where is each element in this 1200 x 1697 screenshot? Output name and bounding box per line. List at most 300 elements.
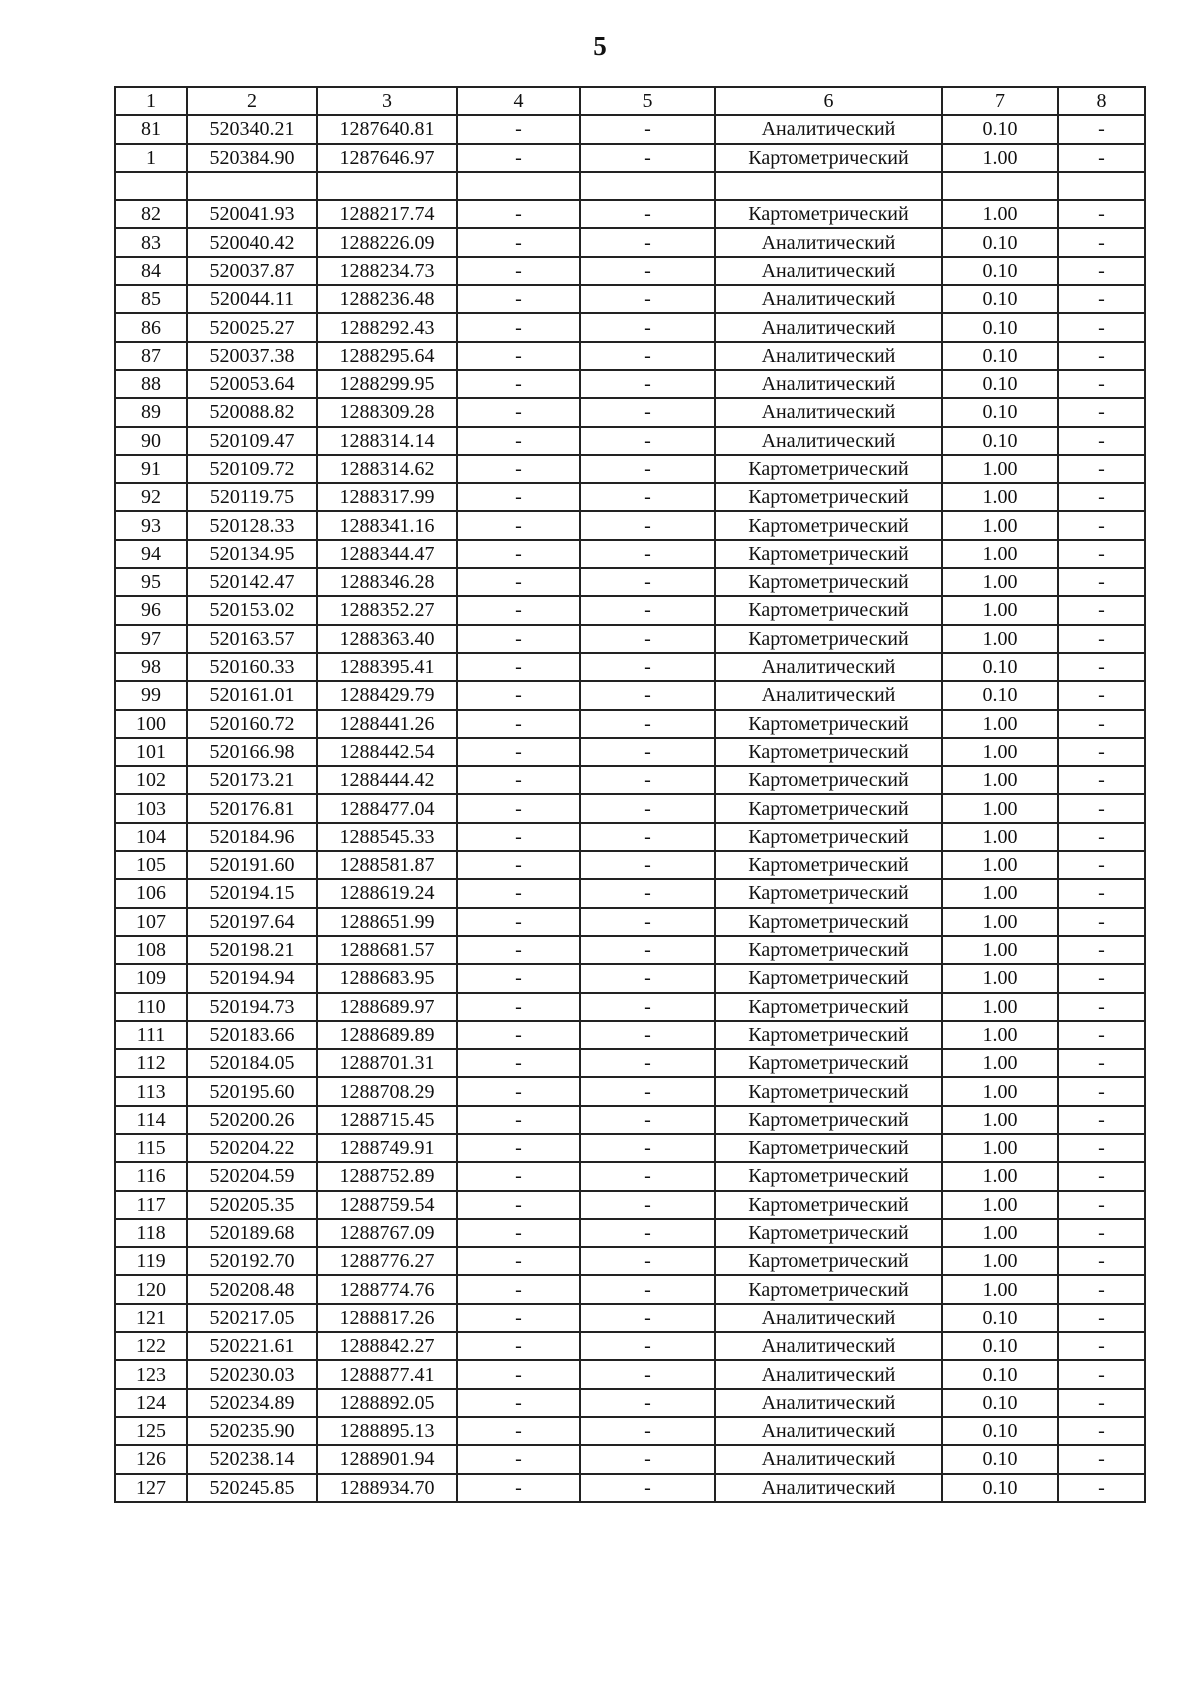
column-4-cell: - bbox=[457, 455, 580, 483]
table-row bbox=[115, 1106, 1145, 1134]
column-5-cell: - bbox=[580, 908, 715, 936]
column-4-cell: - bbox=[457, 1474, 580, 1502]
method-cell: Картометрический bbox=[715, 851, 942, 879]
x-coordinate-cell: 520044.11 bbox=[187, 285, 317, 313]
column-4-cell: - bbox=[457, 398, 580, 426]
column-5-cell: - bbox=[580, 1275, 715, 1303]
column-5-cell: - bbox=[580, 993, 715, 1021]
point-number-cell: 117 bbox=[115, 1191, 187, 1219]
table-row bbox=[115, 1191, 1145, 1219]
column-5-cell: - bbox=[580, 455, 715, 483]
table-row bbox=[115, 738, 1145, 766]
column-4-cell: - bbox=[457, 1417, 580, 1445]
x-coordinate-cell: 520173.21 bbox=[187, 766, 317, 794]
point-number-cell: 127 bbox=[115, 1474, 187, 1502]
point-number-cell: 119 bbox=[115, 1247, 187, 1275]
method-cell: Аналитический bbox=[715, 370, 942, 398]
accuracy-cell: 0.10 bbox=[942, 1474, 1058, 1502]
table-row bbox=[115, 964, 1145, 992]
accuracy-cell: 0.10 bbox=[942, 313, 1058, 341]
column-5-cell: - bbox=[580, 427, 715, 455]
column-4-cell: - bbox=[457, 936, 580, 964]
point-number-cell: 123 bbox=[115, 1360, 187, 1388]
column-4-cell: - bbox=[457, 1219, 580, 1247]
x-coordinate-cell: 520238.14 bbox=[187, 1445, 317, 1473]
method-cell: Картометрический bbox=[715, 596, 942, 624]
accuracy-cell: 1.00 bbox=[942, 1049, 1058, 1077]
y-coordinate-cell: 1288681.57 bbox=[317, 936, 457, 964]
table-row bbox=[115, 511, 1145, 539]
table-row bbox=[115, 993, 1145, 1021]
table-row bbox=[115, 1077, 1145, 1105]
x-coordinate-cell: 520197.64 bbox=[187, 908, 317, 936]
accuracy-cell: 1.00 bbox=[942, 511, 1058, 539]
column-8-cell: - bbox=[1058, 1445, 1145, 1473]
y-coordinate-cell: 1288752.89 bbox=[317, 1162, 457, 1190]
accuracy-cell: 1.00 bbox=[942, 596, 1058, 624]
table-row bbox=[115, 398, 1145, 426]
x-coordinate-cell: 520245.85 bbox=[187, 1474, 317, 1502]
point-number-cell: 88 bbox=[115, 370, 187, 398]
y-coordinate-cell: 1288299.95 bbox=[317, 370, 457, 398]
y-coordinate-cell: 1288234.73 bbox=[317, 257, 457, 285]
column-4-cell: - bbox=[457, 200, 580, 228]
x-coordinate-cell: 520184.96 bbox=[187, 823, 317, 851]
method-cell bbox=[715, 172, 942, 200]
table-row bbox=[115, 1360, 1145, 1388]
column-8-cell: - bbox=[1058, 540, 1145, 568]
column-5-cell: - bbox=[580, 1049, 715, 1077]
column-5-cell: - bbox=[580, 1219, 715, 1247]
accuracy-cell: 0.10 bbox=[942, 370, 1058, 398]
table-row bbox=[115, 1219, 1145, 1247]
y-coordinate-cell: 1288901.94 bbox=[317, 1445, 457, 1473]
column-4-cell: - bbox=[457, 710, 580, 738]
table-row bbox=[115, 879, 1145, 907]
accuracy-cell: 1.00 bbox=[942, 738, 1058, 766]
column-8-cell: - bbox=[1058, 200, 1145, 228]
column-5-cell: - bbox=[580, 823, 715, 851]
point-number-cell: 81 bbox=[115, 115, 187, 143]
method-cell: Картометрический bbox=[715, 144, 942, 172]
table-header bbox=[115, 87, 1145, 115]
method-cell: Картометрический bbox=[715, 625, 942, 653]
accuracy-cell: 0.10 bbox=[942, 1389, 1058, 1417]
accuracy-cell: 1.00 bbox=[942, 1191, 1058, 1219]
accuracy-cell: 0.10 bbox=[942, 1332, 1058, 1360]
column-5-cell: - bbox=[580, 1360, 715, 1388]
method-cell: Картометрический bbox=[715, 993, 942, 1021]
column-8-cell: - bbox=[1058, 1247, 1145, 1275]
x-coordinate-cell: 520119.75 bbox=[187, 483, 317, 511]
column-header-1: 1 bbox=[115, 87, 187, 115]
method-cell: Картометрический bbox=[715, 766, 942, 794]
column-8-cell: - bbox=[1058, 1106, 1145, 1134]
method-cell: Картометрический bbox=[715, 936, 942, 964]
column-8-cell: - bbox=[1058, 1162, 1145, 1190]
column-4-cell: - bbox=[457, 596, 580, 624]
accuracy-cell: 0.10 bbox=[942, 1445, 1058, 1473]
table-row bbox=[115, 851, 1145, 879]
page-number: 5 bbox=[593, 31, 607, 61]
y-coordinate-cell: 1288344.47 bbox=[317, 540, 457, 568]
column-4-cell: - bbox=[457, 766, 580, 794]
column-5-cell: - bbox=[580, 398, 715, 426]
accuracy-cell: 1.00 bbox=[942, 625, 1058, 653]
column-8-cell: - bbox=[1058, 681, 1145, 709]
table-row bbox=[115, 766, 1145, 794]
column-8-cell: - bbox=[1058, 228, 1145, 256]
y-coordinate-cell: 1288217.74 bbox=[317, 200, 457, 228]
column-4-cell: - bbox=[457, 993, 580, 1021]
table-row bbox=[115, 568, 1145, 596]
table-row bbox=[115, 1389, 1145, 1417]
column-5-cell: - bbox=[580, 653, 715, 681]
table-row bbox=[115, 823, 1145, 851]
column-header-3: 3 bbox=[317, 87, 457, 115]
column-4-cell: - bbox=[457, 1332, 580, 1360]
point-number-cell: 97 bbox=[115, 625, 187, 653]
column-5-cell: - bbox=[580, 596, 715, 624]
table-row bbox=[115, 710, 1145, 738]
column-8-cell: - bbox=[1058, 851, 1145, 879]
column-8-cell: - bbox=[1058, 1191, 1145, 1219]
column-4-cell: - bbox=[457, 879, 580, 907]
x-coordinate-cell: 520166.98 bbox=[187, 738, 317, 766]
column-5-cell: - bbox=[580, 1445, 715, 1473]
column-5-cell: - bbox=[580, 285, 715, 313]
y-coordinate-cell: 1288817.26 bbox=[317, 1304, 457, 1332]
accuracy-cell: 1.00 bbox=[942, 710, 1058, 738]
method-cell: Картометрический bbox=[715, 710, 942, 738]
accuracy-cell: 0.10 bbox=[942, 1304, 1058, 1332]
table-row bbox=[115, 455, 1145, 483]
x-coordinate-cell: 520195.60 bbox=[187, 1077, 317, 1105]
x-coordinate-cell: 520189.68 bbox=[187, 1219, 317, 1247]
table-body bbox=[115, 115, 1145, 1502]
point-number-cell: 93 bbox=[115, 511, 187, 539]
accuracy-cell: 0.10 bbox=[942, 1360, 1058, 1388]
y-coordinate-cell: 1287640.81 bbox=[317, 115, 457, 143]
method-cell: Картометрический bbox=[715, 568, 942, 596]
column-4-cell: - bbox=[457, 823, 580, 851]
column-8-cell: - bbox=[1058, 1360, 1145, 1388]
table-row bbox=[115, 1021, 1145, 1049]
table-row bbox=[115, 342, 1145, 370]
column-4-cell: - bbox=[457, 1162, 580, 1190]
method-cell: Аналитический bbox=[715, 257, 942, 285]
y-coordinate-cell: 1288314.62 bbox=[317, 455, 457, 483]
column-header-4: 4 bbox=[457, 87, 580, 115]
y-coordinate-cell: 1288689.89 bbox=[317, 1021, 457, 1049]
x-coordinate-cell: 520230.03 bbox=[187, 1360, 317, 1388]
method-cell: Картометрический bbox=[715, 1275, 942, 1303]
column-5-cell bbox=[580, 172, 715, 200]
method-cell: Картометрический bbox=[715, 794, 942, 822]
column-8-cell: - bbox=[1058, 908, 1145, 936]
column-5-cell: - bbox=[580, 144, 715, 172]
accuracy-cell: 1.00 bbox=[942, 1077, 1058, 1105]
point-number-cell: 87 bbox=[115, 342, 187, 370]
column-8-cell: - bbox=[1058, 1417, 1145, 1445]
method-cell: Аналитический bbox=[715, 1417, 942, 1445]
accuracy-cell: 1.00 bbox=[942, 200, 1058, 228]
x-coordinate-cell: 520128.33 bbox=[187, 511, 317, 539]
column-5-cell: - bbox=[580, 568, 715, 596]
method-cell: Аналитический bbox=[715, 1445, 942, 1473]
column-8-cell: - bbox=[1058, 1077, 1145, 1105]
column-8-cell: - bbox=[1058, 285, 1145, 313]
column-5-cell: - bbox=[580, 1304, 715, 1332]
column-5-cell: - bbox=[580, 257, 715, 285]
x-coordinate-cell: 520037.87 bbox=[187, 257, 317, 285]
x-coordinate-cell: 520161.01 bbox=[187, 681, 317, 709]
method-cell: Аналитический bbox=[715, 1389, 942, 1417]
point-number-cell: 90 bbox=[115, 427, 187, 455]
table-row bbox=[115, 794, 1145, 822]
column-4-cell: - bbox=[457, 1247, 580, 1275]
table-row bbox=[115, 653, 1145, 681]
x-coordinate-cell: 520191.60 bbox=[187, 851, 317, 879]
method-cell: Аналитический bbox=[715, 313, 942, 341]
table-row bbox=[115, 540, 1145, 568]
x-coordinate-cell: 520134.95 bbox=[187, 540, 317, 568]
y-coordinate-cell: 1288715.45 bbox=[317, 1106, 457, 1134]
column-8-cell: - bbox=[1058, 596, 1145, 624]
point-number-cell: 121 bbox=[115, 1304, 187, 1332]
column-8-cell: - bbox=[1058, 710, 1145, 738]
y-coordinate-cell: 1288429.79 bbox=[317, 681, 457, 709]
y-coordinate-cell: 1288651.99 bbox=[317, 908, 457, 936]
x-coordinate-cell: 520194.94 bbox=[187, 964, 317, 992]
column-4-cell: - bbox=[457, 1360, 580, 1388]
x-coordinate-cell: 520109.72 bbox=[187, 455, 317, 483]
x-coordinate-cell: 520037.38 bbox=[187, 342, 317, 370]
accuracy-cell: 1.00 bbox=[942, 964, 1058, 992]
table-row bbox=[115, 228, 1145, 256]
accuracy-cell: 1.00 bbox=[942, 1219, 1058, 1247]
column-5-cell: - bbox=[580, 511, 715, 539]
y-coordinate-cell: 1288759.54 bbox=[317, 1191, 457, 1219]
y-coordinate-cell: 1288295.64 bbox=[317, 342, 457, 370]
y-coordinate-cell: 1288842.27 bbox=[317, 1332, 457, 1360]
column-5-cell: - bbox=[580, 342, 715, 370]
column-5-cell: - bbox=[580, 1247, 715, 1275]
column-8-cell: - bbox=[1058, 568, 1145, 596]
column-4-cell: - bbox=[457, 144, 580, 172]
column-5-cell: - bbox=[580, 540, 715, 568]
method-cell: Картометрический bbox=[715, 1134, 942, 1162]
column-5-cell: - bbox=[580, 228, 715, 256]
point-number-cell: 96 bbox=[115, 596, 187, 624]
method-cell: Аналитический bbox=[715, 398, 942, 426]
table-row bbox=[115, 936, 1145, 964]
column-4-cell: - bbox=[457, 908, 580, 936]
table-row bbox=[115, 257, 1145, 285]
accuracy-cell: 1.00 bbox=[942, 1106, 1058, 1134]
point-number-cell: 120 bbox=[115, 1275, 187, 1303]
column-4-cell: - bbox=[457, 540, 580, 568]
method-cell: Аналитический bbox=[715, 115, 942, 143]
column-4-cell: - bbox=[457, 257, 580, 285]
column-5-cell: - bbox=[580, 1077, 715, 1105]
table-row bbox=[115, 1304, 1145, 1332]
point-number-cell: 98 bbox=[115, 653, 187, 681]
column-header-5: 5 bbox=[580, 87, 715, 115]
x-coordinate-cell: 520025.27 bbox=[187, 313, 317, 341]
table-row bbox=[115, 1474, 1145, 1502]
point-number-cell: 92 bbox=[115, 483, 187, 511]
x-coordinate-cell: 520198.21 bbox=[187, 936, 317, 964]
column-8-cell: - bbox=[1058, 1219, 1145, 1247]
table-row bbox=[115, 427, 1145, 455]
table-row bbox=[115, 370, 1145, 398]
point-number-cell: 116 bbox=[115, 1162, 187, 1190]
point-number-cell: 82 bbox=[115, 200, 187, 228]
column-5-cell: - bbox=[580, 1191, 715, 1219]
method-cell: Аналитический bbox=[715, 653, 942, 681]
accuracy-cell: 1.00 bbox=[942, 936, 1058, 964]
header-row bbox=[115, 87, 1145, 115]
point-number-cell bbox=[115, 172, 187, 200]
table-row bbox=[115, 1162, 1145, 1190]
x-coordinate-cell: 520109.47 bbox=[187, 427, 317, 455]
point-number-cell: 107 bbox=[115, 908, 187, 936]
y-coordinate-cell bbox=[317, 172, 457, 200]
point-number-cell: 125 bbox=[115, 1417, 187, 1445]
x-coordinate-cell: 520235.90 bbox=[187, 1417, 317, 1445]
y-coordinate-cell: 1288877.41 bbox=[317, 1360, 457, 1388]
column-5-cell: - bbox=[580, 964, 715, 992]
y-coordinate-cell: 1288292.43 bbox=[317, 313, 457, 341]
x-coordinate-cell: 520204.59 bbox=[187, 1162, 317, 1190]
column-8-cell: - bbox=[1058, 794, 1145, 822]
column-5-cell: - bbox=[580, 625, 715, 653]
x-coordinate-cell: 520234.89 bbox=[187, 1389, 317, 1417]
x-coordinate-cell: 520184.05 bbox=[187, 1049, 317, 1077]
method-cell: Картометрический bbox=[715, 1106, 942, 1134]
column-8-cell: - bbox=[1058, 766, 1145, 794]
column-5-cell: - bbox=[580, 851, 715, 879]
method-cell: Картометрический bbox=[715, 879, 942, 907]
column-5-cell: - bbox=[580, 370, 715, 398]
column-8-cell: - bbox=[1058, 823, 1145, 851]
y-coordinate-cell: 1288236.48 bbox=[317, 285, 457, 313]
accuracy-cell: 1.00 bbox=[942, 483, 1058, 511]
accuracy-cell: 1.00 bbox=[942, 144, 1058, 172]
column-4-cell: - bbox=[457, 483, 580, 511]
accuracy-cell: 0.10 bbox=[942, 681, 1058, 709]
table-row bbox=[115, 1049, 1145, 1077]
table-row bbox=[115, 1332, 1145, 1360]
column-4-cell: - bbox=[457, 1191, 580, 1219]
column-5-cell: - bbox=[580, 738, 715, 766]
accuracy-cell bbox=[942, 172, 1058, 200]
method-cell: Картометрический bbox=[715, 1191, 942, 1219]
point-number-cell: 103 bbox=[115, 794, 187, 822]
column-4-cell: - bbox=[457, 851, 580, 879]
column-5-cell: - bbox=[580, 313, 715, 341]
column-5-cell: - bbox=[580, 1389, 715, 1417]
table-row bbox=[115, 144, 1145, 172]
table-row bbox=[115, 115, 1145, 143]
column-8-cell: - bbox=[1058, 1049, 1145, 1077]
accuracy-cell: 1.00 bbox=[942, 1275, 1058, 1303]
column-8-cell: - bbox=[1058, 342, 1145, 370]
column-4-cell: - bbox=[457, 1445, 580, 1473]
y-coordinate-cell: 1288749.91 bbox=[317, 1134, 457, 1162]
column-4-cell: - bbox=[457, 1275, 580, 1303]
method-cell: Картометрический bbox=[715, 1219, 942, 1247]
column-8-cell: - bbox=[1058, 625, 1145, 653]
method-cell: Аналитический bbox=[715, 1332, 942, 1360]
method-cell: Картометрический bbox=[715, 1247, 942, 1275]
x-coordinate-cell: 520176.81 bbox=[187, 794, 317, 822]
accuracy-cell: 1.00 bbox=[942, 908, 1058, 936]
x-coordinate-cell: 520217.05 bbox=[187, 1304, 317, 1332]
point-number-cell: 85 bbox=[115, 285, 187, 313]
column-5-cell: - bbox=[580, 1162, 715, 1190]
point-number-cell: 115 bbox=[115, 1134, 187, 1162]
method-cell: Картометрический bbox=[715, 823, 942, 851]
accuracy-cell: 0.10 bbox=[942, 342, 1058, 370]
accuracy-cell: 1.00 bbox=[942, 540, 1058, 568]
method-cell: Аналитический bbox=[715, 285, 942, 313]
point-number-cell: 89 bbox=[115, 398, 187, 426]
column-5-cell: - bbox=[580, 1417, 715, 1445]
column-4-cell: - bbox=[457, 313, 580, 341]
x-coordinate-cell: 520384.90 bbox=[187, 144, 317, 172]
x-coordinate-cell: 520205.35 bbox=[187, 1191, 317, 1219]
column-4-cell: - bbox=[457, 342, 580, 370]
accuracy-cell: 0.10 bbox=[942, 285, 1058, 313]
column-4-cell: - bbox=[457, 511, 580, 539]
point-number-cell: 109 bbox=[115, 964, 187, 992]
point-number-cell: 102 bbox=[115, 766, 187, 794]
column-4-cell: - bbox=[457, 1389, 580, 1417]
point-number-cell: 101 bbox=[115, 738, 187, 766]
column-header-8: 8 bbox=[1058, 87, 1145, 115]
x-coordinate-cell: 520194.73 bbox=[187, 993, 317, 1021]
column-5-cell: - bbox=[580, 200, 715, 228]
column-5-cell: - bbox=[580, 1134, 715, 1162]
column-4-cell: - bbox=[457, 625, 580, 653]
point-number-cell: 122 bbox=[115, 1332, 187, 1360]
column-8-cell: - bbox=[1058, 879, 1145, 907]
column-8-cell: - bbox=[1058, 483, 1145, 511]
column-4-cell: - bbox=[457, 964, 580, 992]
x-coordinate-cell: 520208.48 bbox=[187, 1275, 317, 1303]
y-coordinate-cell: 1288689.97 bbox=[317, 993, 457, 1021]
x-coordinate-cell: 520153.02 bbox=[187, 596, 317, 624]
point-number-cell: 112 bbox=[115, 1049, 187, 1077]
method-cell: Картометрический bbox=[715, 455, 942, 483]
y-coordinate-cell: 1288444.42 bbox=[317, 766, 457, 794]
column-4-cell: - bbox=[457, 1106, 580, 1134]
x-coordinate-cell: 520221.61 bbox=[187, 1332, 317, 1360]
y-coordinate-cell: 1288701.31 bbox=[317, 1049, 457, 1077]
y-coordinate-cell: 1288442.54 bbox=[317, 738, 457, 766]
y-coordinate-cell: 1288346.28 bbox=[317, 568, 457, 596]
x-coordinate-cell: 520053.64 bbox=[187, 370, 317, 398]
x-coordinate-cell bbox=[187, 172, 317, 200]
column-header-2: 2 bbox=[187, 87, 317, 115]
y-coordinate-cell: 1288477.04 bbox=[317, 794, 457, 822]
x-coordinate-cell: 520194.15 bbox=[187, 879, 317, 907]
table-row bbox=[115, 172, 1145, 200]
y-coordinate-cell: 1288441.26 bbox=[317, 710, 457, 738]
column-8-cell: - bbox=[1058, 964, 1145, 992]
